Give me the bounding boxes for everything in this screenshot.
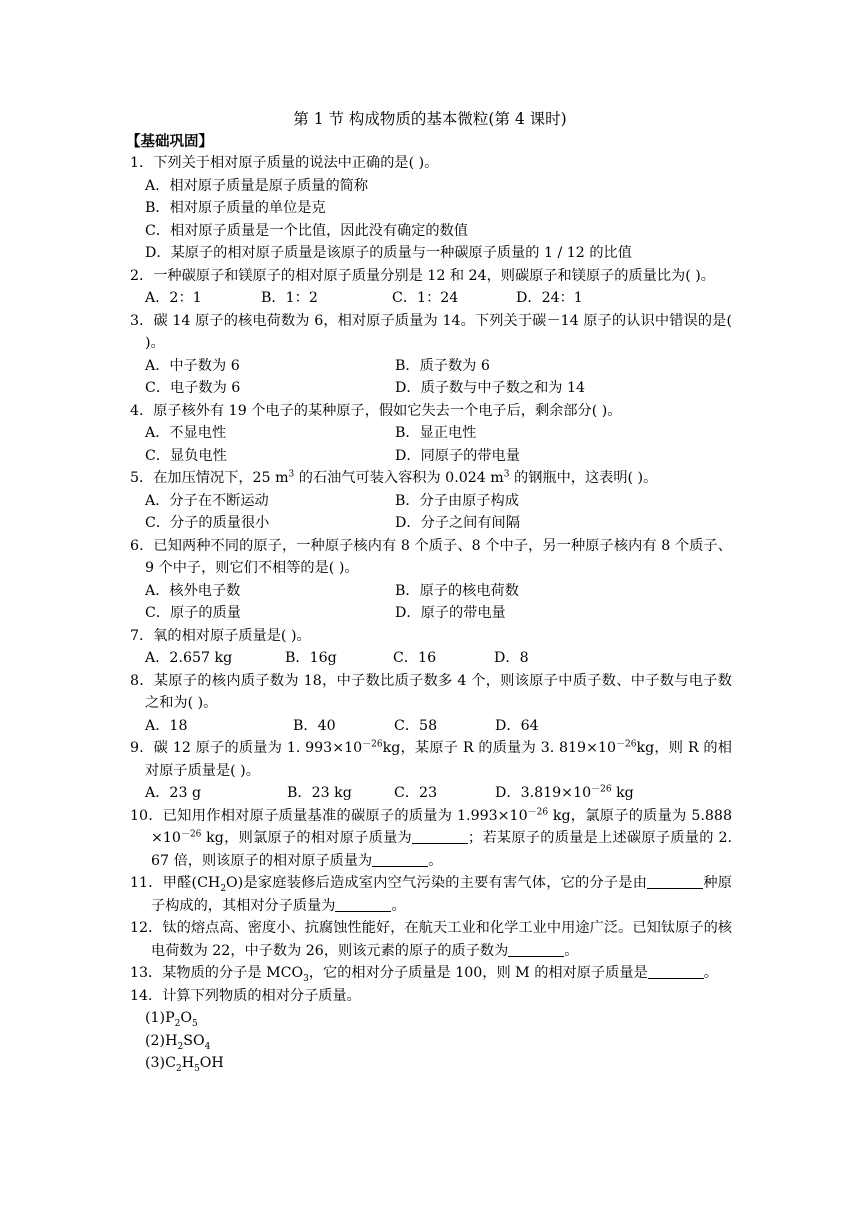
question-14 — [130, 985, 732, 1075]
question-7-option-a: A．2.657 kg — [145, 650, 233, 666]
question-1-option-c: C．相对原子质量是一个比值，因此没有确定的数值 — [145, 222, 468, 239]
question-8-option-a: A．18 — [145, 717, 188, 734]
question-13-stem: 13．某物质的分子是 $MCO_3$，它的相对分子质量是 100，则 M 的相对原子质量是 。 — [130, 965, 718, 984]
question-12 — [130, 917, 732, 962]
question-5-option-a: A．分子在不断运动 — [145, 492, 269, 509]
answer-blank[interactable] — [372, 852, 428, 867]
question-3-option-c: C．电子数为 6 — [145, 380, 241, 396]
question-6-stem: 6．已知两种不同的原子，一种原子核内有 8 个质子、8 个中子，另一种原子核内有 8 个质子、9 个中子，则它们不相等的是( )。 — [130, 537, 732, 576]
question-5-option-c: C．分子的质量很小 — [145, 515, 270, 531]
question-9-stem: 9．碳 12 原子的质量为 1. $993\times 10^{-26}kg$，某原子 R 的质量为 3. $819\times 10^{-26}kg$，则 R 的相对原子质量是( )。 — [130, 739, 732, 779]
question-7 — [130, 625, 732, 670]
question-11-stem: 11．甲醛$(CH_2O)$是家庭装修后造成室内空气污染的主要有害气体，它的分子是由 种原子构成的，其相对分子质量为 。 — [130, 875, 732, 914]
question-5 — [130, 467, 732, 535]
question-4-option-a: A．不显电性 — [145, 425, 227, 441]
answer-blank[interactable] — [648, 964, 704, 979]
question-9-option-d: D．$3.819\times 10^{-26}$ kg — [495, 784, 634, 801]
question-2-stem: 2．一种碳原子和镁原子的相对原子质量分别是 12 和 24，则碳原子和镁原子的质量比为( )。 — [130, 267, 715, 284]
question-5-option-b: B．分子由原子构成 — [395, 492, 519, 509]
question-list — [130, 152, 732, 1075]
question-2 — [130, 265, 732, 310]
question-4-option-d: D．同原子的带电量 — [395, 447, 520, 464]
question-14-item-2: $(2)H_2SO_4$ — [145, 1032, 211, 1052]
question-4-option-b: B．显正电性 — [395, 425, 477, 441]
section-heading: 【基础巩固】 — [126, 133, 213, 150]
question-2-option-d: D．24：1 — [516, 290, 583, 306]
question-1 — [130, 152, 732, 265]
question-7-option-c: C．16 — [393, 650, 437, 666]
question-9 — [130, 737, 732, 805]
question-6-option-d: D．原子的带电量 — [395, 605, 506, 621]
question-1-stem: 1．下列关于相对原子质量的说法中正确的是( )。 — [130, 155, 439, 171]
question-10-stem: 10．已知用作相对原子质量基准的碳原子的质量为 $1.993\times 10^{-26}$ kg，氯原子的质量为 $5.888 \times 10^{-26}$ kg，则氯原子的相对原子质量为 ；若某原子的质量是上述碳原子质量的 2. 67 倍，则该原子的相对原子质量为 。 — [130, 806, 732, 869]
question-1-option-d: D．某原子的相对原子质量是该原子的质量与一种碳原子质量的 1 / 12 的比值 — [145, 245, 632, 261]
answer-blank[interactable] — [647, 874, 703, 889]
question-5-stem: 5．在加压情况下，25 $m^3$ 的石油气可装入容积为 0.024 $m^3$ 的钢瓶中，这表明( )。 — [130, 469, 658, 486]
question-3-option-b: B．质子数为 6 — [395, 357, 490, 374]
answer-blank[interactable] — [335, 897, 391, 912]
question-5-option-d: D．分子之间有间隔 — [395, 515, 520, 531]
question-6 — [130, 535, 732, 625]
question-8-stem: 8．某原子的核内质子数为 18，中子数比质子数多 4 个，则该原子中质子数、中子数与电子数之和为( )。 — [130, 672, 732, 711]
question-8 — [130, 670, 732, 738]
question-14-stem: 14．计算下列物质的相对分子质量。 — [130, 987, 361, 1004]
question-12-stem: 12．钛的熔点高、密度小、抗腐蚀性能好，在航天工业和化学工业中用途广泛。已知钛原子的核电荷数为 22，中子数为 26，则该元素的原子的质子数为 。 — [130, 920, 732, 959]
question-14-item-3: $(3)C_2H_5OH$ — [145, 1055, 224, 1074]
question-3-option-d: D．质子数与中子数之和为 14 — [395, 380, 586, 396]
page-title: 第 1 节 构成物质的基本微粒(第 4 课时) — [293, 110, 567, 128]
question-4-option-c: C．显负电性 — [145, 447, 227, 464]
question-14-item-1: $(1)P_2O_5$ — [145, 1010, 198, 1029]
question-6-option-b: B．原子的核电荷数 — [395, 582, 519, 599]
question-7-option-b: B．16g — [285, 650, 337, 666]
question-10 — [130, 805, 732, 873]
question-3 — [130, 310, 732, 400]
question-4 — [130, 400, 732, 468]
answer-blank[interactable] — [508, 942, 564, 957]
question-7-option-d: D．8 — [494, 650, 529, 666]
question-2-option-a: A．2：1 — [145, 290, 202, 306]
question-2-option-b: B．1：2 — [261, 290, 318, 306]
question-1-option-a: A．相对原子质量是原子质量的简称 — [145, 177, 369, 194]
question-11 — [130, 872, 732, 917]
question-6-option-a: A．核外电子数 — [145, 582, 241, 599]
question-8-option-c: C．58 — [394, 717, 438, 734]
question-3-option-a: A．中子数为 6 — [145, 357, 240, 374]
question-7-stem: 7．氧的相对原子质量是( )。 — [130, 627, 311, 644]
question-2-option-c: C．1：24 — [392, 290, 459, 306]
question-9-option-c: C．23 — [394, 785, 438, 801]
question-1-option-b: B．相对原子质量的单位是克 — [145, 200, 326, 216]
question-13 — [130, 962, 732, 985]
question-9-option-a: A．23 g — [145, 785, 202, 801]
question-4-stem: 4．原子核外有 19 个电子的某种原子，假如它失去一个电子后，剩余部分( )。 — [130, 402, 622, 419]
question-9-option-b: B．23 kg — [287, 785, 352, 801]
answer-blank[interactable] — [412, 829, 468, 844]
question-8-option-b: B．40 — [293, 717, 336, 734]
question-3-stem: 3．碳 14 原子的核电荷数为 6，相对原子质量为 14。下列关于碳－14 原子的认识中错误的是( )。 — [130, 312, 732, 351]
question-6-option-c: C．原子的质量 — [145, 605, 241, 621]
question-8-option-d: D．64 — [495, 717, 539, 734]
